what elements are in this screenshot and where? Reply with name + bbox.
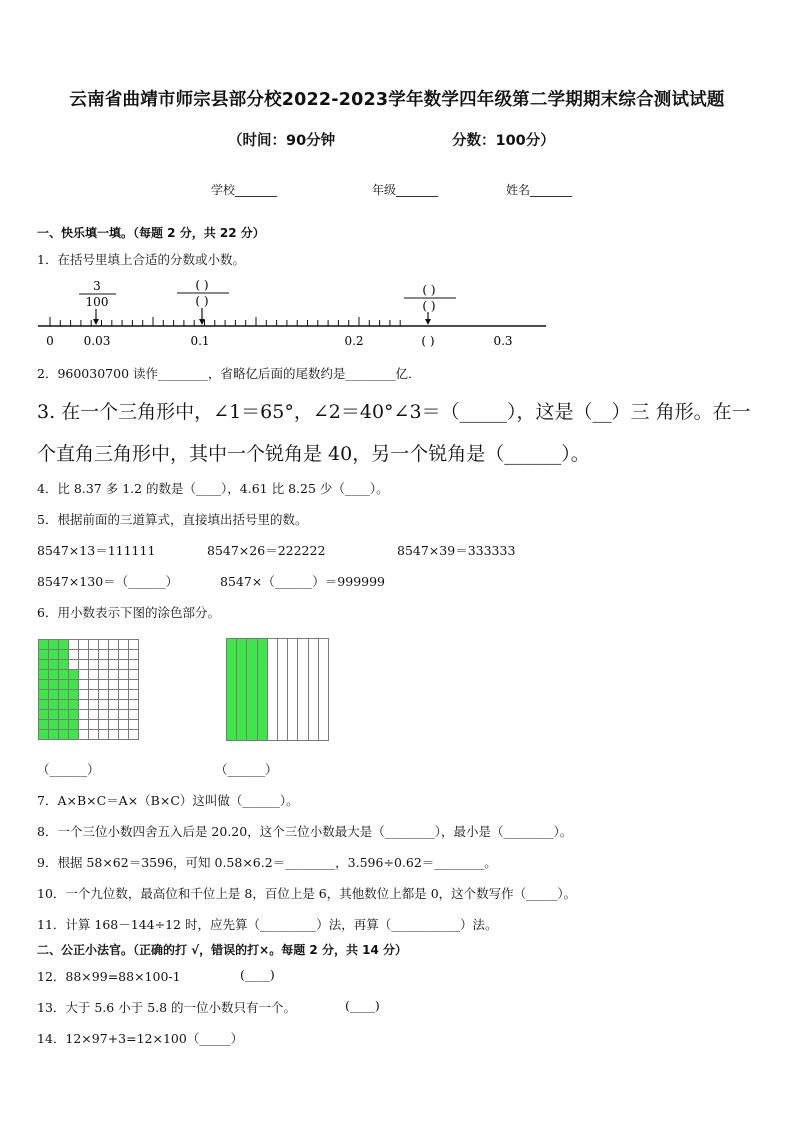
label-0: 0 [46, 334, 54, 348]
section-heading-1: 一、快乐填一填。（每题 2 分，共 22 分） [37, 226, 265, 240]
grade-field: 年级_______ [372, 183, 439, 197]
question-7: 7．A×B×C＝A×（B×C）这叫做（______）。 [37, 793, 299, 808]
grid-cell [128, 729, 139, 740]
question-2: 2．960030700 读作________，省略亿后面的尾数约是________亿． [37, 366, 421, 381]
equation-1: 8547×13＝111111 [37, 543, 156, 558]
question-3-line-1: 3. 在一个三角形中，∠1＝65°，∠2＝40°∠3＝（_____），这是（__）三 角形。在一 [37, 401, 751, 423]
question-14: 14．12×97+3=12×100（_____） [37, 1031, 244, 1046]
blank-fraction-2-denominator: ( ) [422, 299, 436, 313]
number-line-figure [36, 272, 556, 354]
hundred-grid-figure [38, 639, 139, 740]
section-heading-2: 二、公正小法官。（正确的打 √，错误的打×。每题 2 分，共 14 分） [37, 943, 407, 957]
question-12-blank: (____) [240, 967, 275, 982]
blank-fraction-1-denominator: ( ) [195, 294, 209, 308]
label-0.1: 0.1 [190, 334, 210, 348]
equation-2: 8547×26＝222222 [207, 543, 326, 558]
blank-fraction-1-numerator: ( ) [195, 278, 209, 292]
label-0.03: 0.03 [83, 334, 111, 348]
question-6-text: 6．用小数表示下图的涂色部分。 [37, 605, 220, 620]
question-1-text: 1．在括号里填上合适的分数或小数。 [37, 252, 245, 267]
label-0.2: 0.2 [344, 334, 364, 348]
question-11: 11．计算 168－144÷12 时，应先算（_________）法，再算（___________）法。 [37, 917, 498, 932]
exam-time: （时间：90分钟 [228, 133, 336, 149]
label-blank: ( ) [421, 334, 435, 348]
tenth-strip [318, 638, 329, 741]
question-8: 8．一个三位小数四舍五入后是 20.20，这个三位小数最大是（________），最小是（________）。 [37, 824, 573, 839]
question-4: 4．比 8.37 多 1.2 的数是（____），4.61 比 8.25 少（____）。 [37, 481, 389, 496]
question-13-blank: (____) [345, 998, 380, 1013]
tenths-strip-figure [226, 638, 329, 741]
number-line-ticks [50, 317, 400, 326]
question-6-blank-2: （______） [215, 762, 278, 777]
blank-fraction-2-numerator: ( ) [422, 283, 436, 297]
question-6-blank-1: （______） [37, 762, 100, 777]
question-9: 9．根据 58×62＝3596，可知 0.58×6.2＝________，3.596÷0.62＝________。 [37, 855, 497, 870]
question-5-text: 5．根据前面的三道算式，直接填出括号里的数。 [37, 512, 308, 527]
label-0.3: 0.3 [493, 334, 513, 348]
question-10: 10．一个九位数，最高位和千位上是 8，百位上是 6，其他数位上都是 0，这个数写作（_____）。 [37, 886, 577, 901]
question-3-line-2: 个直角三角形中，其中一个锐角是 40，另一个锐角是（______）。 [37, 443, 590, 465]
fraction-numerator: 3 [93, 279, 101, 293]
page-title: 云南省曲靖市师宗县部分校2022-2023学年数学四年级第二学期期末综合测试试题 [69, 90, 725, 110]
question-12-text: 12．88×99=88×100-1 [37, 969, 181, 984]
fraction-denominator: 100 [85, 295, 109, 309]
question-13-text: 13．大于 5.6 小于 5.8 的一位小数只有一个。 [37, 1000, 297, 1015]
equation-3: 8547×39＝333333 [397, 543, 516, 558]
equation-4: 8547×130＝（______） [37, 574, 179, 589]
equation-5: 8547×（______）＝999999 [220, 574, 386, 589]
exam-score: 分数：100分） [452, 133, 555, 149]
name-field: 姓名_______ [506, 183, 573, 197]
school-field: 学校_______ [211, 183, 278, 197]
